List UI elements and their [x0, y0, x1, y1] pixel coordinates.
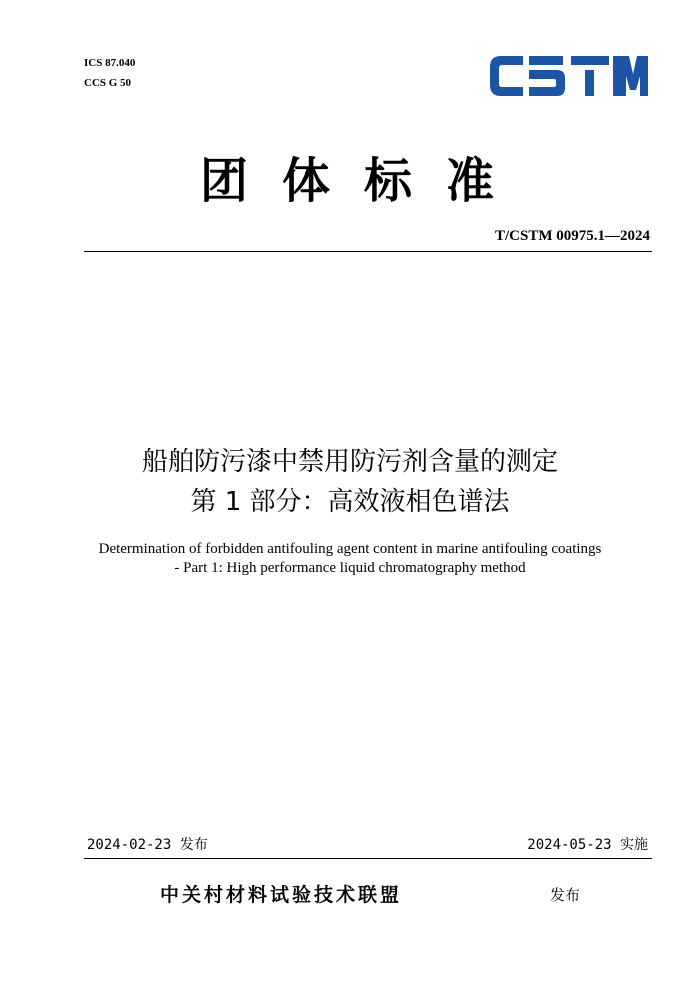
cstm-logo	[487, 50, 651, 102]
publish-label: 发布	[550, 886, 581, 904]
footer-divider	[84, 858, 652, 859]
chinese-title	[0, 442, 700, 522]
classification-codes	[84, 53, 135, 93]
standard-number: T/CSTM 00975.1—2024	[494, 228, 650, 244]
ccs-code: CCS G 50	[84, 77, 132, 89]
publish-date: 2024-02-23 发布	[87, 837, 208, 853]
ics-code: ICS 87.040	[84, 57, 136, 69]
english-title	[0, 540, 700, 578]
standard-type-heading: 团体标准	[199, 153, 528, 209]
chinese-title-line1: 船舶防污漆中禁用防污剂含量的测定	[141, 447, 558, 477]
chinese-title-line2: 第 1 部分：高效液相色谱法	[190, 487, 510, 517]
header-divider	[84, 251, 652, 252]
issuing-organization: 中关村材料试验技术联盟	[160, 884, 403, 906]
implement-date: 2024-05-23 实施	[527, 837, 648, 853]
english-title-line2: - Part 1: High performance liquid chromatography method	[174, 560, 526, 576]
english-title-line1: Determination of forbidden antifouling agent content in marine antifouling coatings	[98, 541, 602, 557]
